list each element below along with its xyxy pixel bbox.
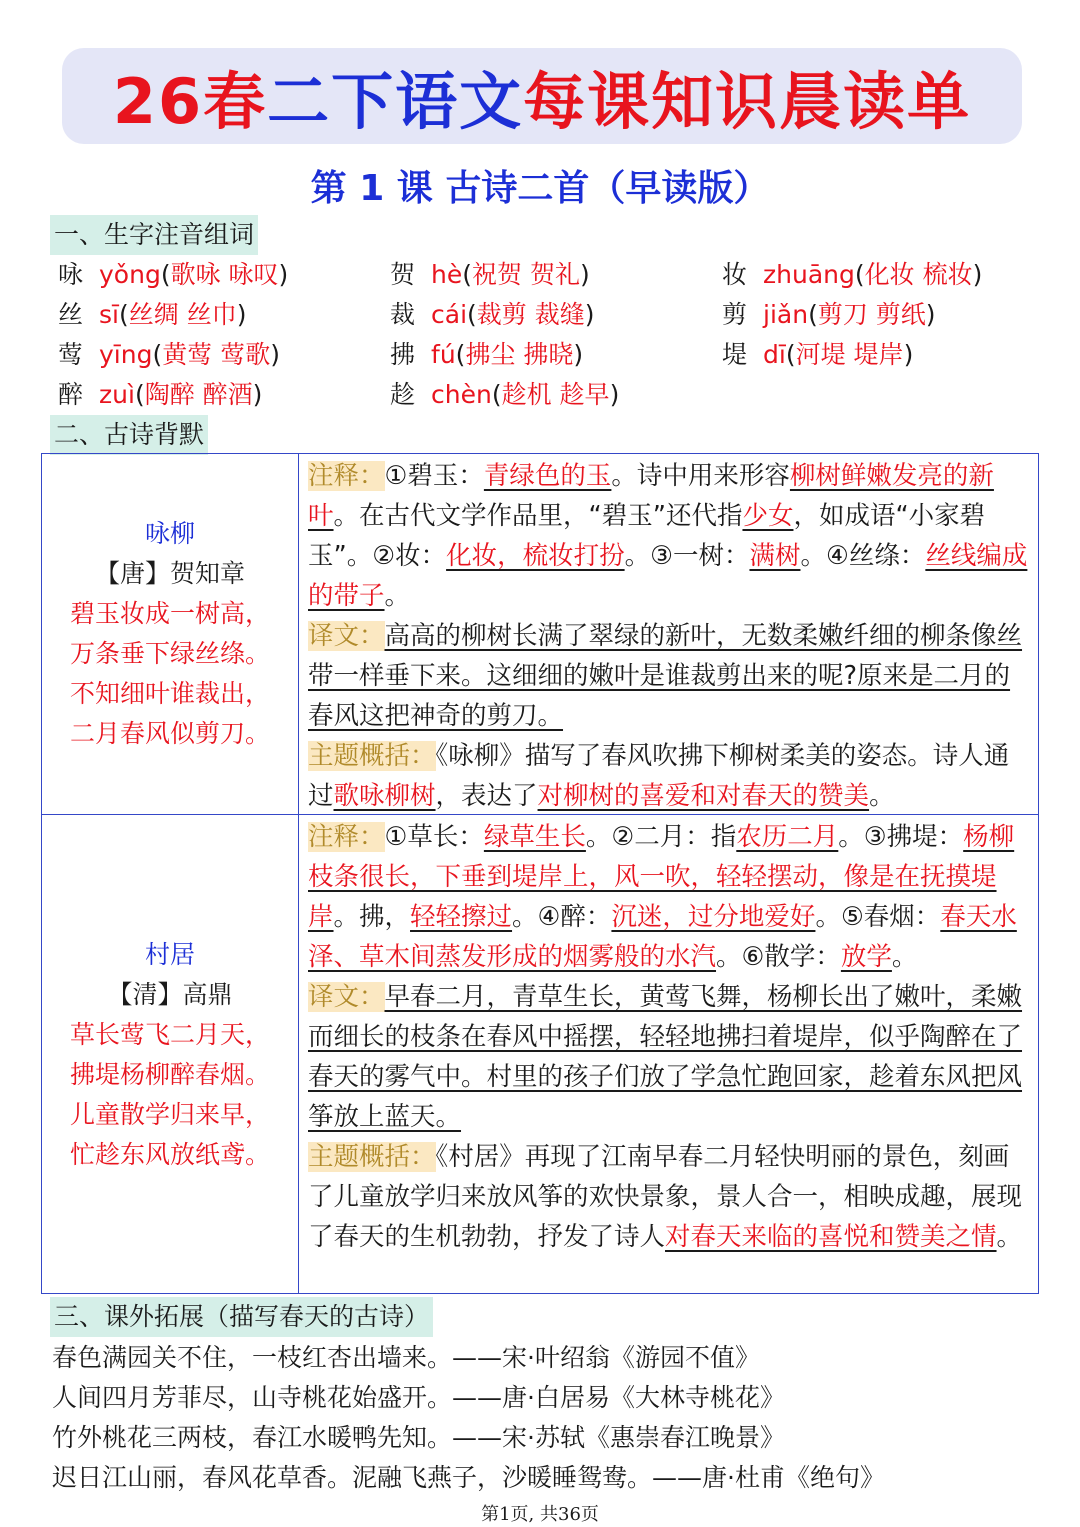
vocab-row (58, 376, 1058, 414)
vocab-char: 拂 (390, 340, 416, 369)
poem1-title: 咏柳 (144, 519, 195, 548)
vocab-char: 醉 (58, 380, 84, 409)
vocab-item: 拂 fú(拂尘 拂晓) (390, 340, 584, 369)
vocab-char: 丝 (58, 300, 84, 329)
vocab-words: 陶醉 醉酒 (144, 380, 253, 409)
page-number: 第1页, 共36页 (481, 1504, 599, 1525)
vocab-char: 贺 (390, 260, 416, 289)
vocab-item: 裁 cái(裁剪 裁缝) (390, 300, 595, 329)
notes-label: 注释： (308, 822, 385, 852)
vocab-words: 化妆 梳妆 (864, 260, 973, 289)
vocab-item: 妆 zhuāng(化妆 梳妆) (722, 260, 983, 289)
vocab-char: 裁 (390, 300, 416, 329)
poem1-notes: 注释：①碧玉：青绿色的玉。诗中用来形容柳树鲜嫩发亮的新叶。在古代文学作品里，“碧玉”还代指少女，如成语“小家碧玉”。②妆：化妆，梳妆打扮。③一树：满树。④丝绦：丝线编成的带子。 (308, 461, 1028, 611)
vocab-item: 剪 jiǎn(剪刀 剪纸) (722, 300, 936, 329)
vocab-words: 剪刀 剪纸 (817, 300, 926, 329)
extension-line: 竹外桃花三两枝，春江水暖鸭先知。——宋·苏轼《惠崇春江晚景》 (52, 1423, 785, 1452)
banner-part2: 二下语文 (267, 64, 524, 138)
vocab-words: 丝绸 丝巾 (128, 300, 237, 329)
vocab-item: 丝 sī(丝绸 丝巾) (58, 300, 247, 329)
banner-part1: 26春 (112, 64, 268, 138)
poem1-author: 【唐】贺知章 (94, 559, 245, 588)
vocab-char: 莺 (58, 340, 84, 369)
vocab-char: 堤 (722, 340, 748, 369)
poem2-text-cell (42, 815, 299, 1293)
extension-line: 迟日江山丽，春风花草香。泥融飞燕子，沙暖睡鸳鸯。——唐·杜甫《绝句》 (52, 1463, 885, 1492)
poem1-text-cell (42, 454, 299, 814)
vocab-words: 祝贺 贺礼 (472, 260, 580, 289)
vocab-pinyin: zhuāng (763, 260, 855, 289)
poem1-theme: 主题概括：《咏柳》描写了春风吹拂下柳树柔美的姿态。诗人通过歌咏柳树，表达了对柳树的喜爱和对春天的赞美。 (308, 741, 1010, 811)
vocab-pinyin: zuì (99, 380, 135, 409)
theme-label: 主题概括： (308, 1142, 436, 1172)
section1-heading: 一、生字注音组词 (50, 215, 258, 255)
vocab-pinyin: chèn (431, 380, 492, 409)
vocab-row (58, 256, 1058, 294)
vocab-row (58, 336, 1058, 374)
vocab-pinyin: fú (431, 340, 456, 369)
translation-label: 译文： (308, 982, 385, 1012)
vocab-pinyin: hè (431, 260, 463, 289)
poem2-line: 草长莺飞二月天， (69, 1020, 270, 1049)
poem1-notes-cell (300, 454, 1038, 814)
extension-line: 春色满园关不住，一枝红杏出墙来。——宋·叶绍翁《游园不值》 (52, 1343, 760, 1372)
poem1-line: 碧玉妆成一树高， (69, 599, 270, 628)
vocab-words: 河堤 堤岸 (795, 340, 904, 369)
banner (62, 48, 1022, 144)
poem2-notes-cell (300, 815, 1038, 1293)
vocab-pinyin: jiǎn (763, 300, 809, 329)
poem2-author: 【清】高鼎 (107, 980, 233, 1009)
vocab-item: 莺 yīng(黄莺 莺歌) (58, 340, 280, 369)
lesson-title: 第 1 课 古诗二首（早读版） (310, 168, 770, 209)
poem2-theme: 主题概括：《村居》再现了江南早春二月轻快明丽的景色，刻画了儿童放学归来放风筝的欢快景象，景人合一，相映成趣，展现了春天的生机勃勃，抒发了诗人对春天来临的喜悦和赞美之情。 (308, 1142, 1023, 1252)
poem2-title: 村居 (144, 940, 195, 969)
poem1-line: 不知细叶谁裁出， (69, 679, 270, 708)
translation-label: 译文： (308, 621, 385, 651)
poem2-notes: 注释：①草长：绿草生长。②二月：指农历二月。③拂堤：杨柳枝条很长，下垂到堤岸上，风一吹，轻轻摆动，像是在抚摸堤岸。拂，轻轻擦过。④醉：沉迷，过分地爱好。⑤春烟：春天水泽、草木间蒸发形成的烟雾般的水汽。⑥散学：放学。 (308, 822, 1017, 972)
vocab-item: 咏 yǒng(歌咏 咏叹) (58, 260, 289, 289)
vocab-item: 趁 chèn(趁机 趁早) (390, 380, 620, 409)
poem2-line: 儿童散学归来早， (69, 1100, 270, 1129)
vocab-char: 趁 (390, 380, 416, 409)
vocab-item: 醉 zuì(陶醉 醉酒) (58, 380, 263, 409)
vocab-char: 剪 (722, 300, 748, 329)
vocab-words: 黄莺 莺歌 (162, 340, 271, 369)
vocab-words: 趁机 趁早 (501, 380, 610, 409)
extension-line: 人间四月芳菲尽，山寺桃花始盛开。——唐·白居易《大林寺桃花》 (52, 1383, 785, 1412)
vocab-item: 堤 dī(河堤 堤岸) (722, 340, 914, 369)
vocab-words: 歌咏 咏叹 (170, 260, 279, 289)
poem1-line: 二月春风似剪刀。 (69, 719, 270, 748)
vocab-words: 裁剪 裁缝 (476, 300, 585, 329)
vocab-char: 妆 (722, 260, 748, 289)
section2-heading: 二、古诗背默 (50, 415, 208, 455)
vocab-words: 拂尘 拂晓 (465, 340, 574, 369)
poem1-line: 万条垂下绿丝绦。 (69, 639, 270, 668)
poem2-line: 拂堤杨柳醉春烟。 (69, 1060, 270, 1089)
section3-heading: 三、课外拓展（描写春天的古诗） (50, 1297, 433, 1337)
vocab-pinyin: sī (99, 300, 119, 329)
vocab-item: 贺 hè(祝贺 贺礼) (390, 260, 590, 289)
vocab-pinyin: cái (431, 300, 468, 329)
vocab-pinyin: yǒng (99, 260, 161, 289)
banner-part3: 每课知识晨读单 (523, 64, 972, 138)
poem2-translation: 译文：早春二月，青草生长，黄莺飞舞，杨柳长出了嫩叶，柔嫩而细长的枝条在春风中摇摆，轻轻地拂扫着堤岸，似乎陶醉在了春天的雾气中。村里的孩子们放了学急忙跑回家，趁着东风把风筝放上蓝天。 (308, 982, 1023, 1132)
poem-table (41, 453, 1039, 1294)
poem2-line: 忙趁东风放纸鸢。 (69, 1140, 270, 1169)
vocab-pinyin: yīng (99, 340, 153, 369)
notes-label: 注释： (308, 461, 385, 491)
theme-label: 主题概括： (308, 741, 436, 771)
vocab-char: 咏 (58, 260, 84, 289)
vocab-row (58, 296, 1058, 334)
poem1-translation: 译文：高高的柳树长满了翠绿的新叶，无数柔嫩纤细的柳条像丝带一样垂下来。这细细的嫩叶是谁裁剪出来的呢?原来是二月的春风这把神奇的剪刀。 (308, 621, 1023, 731)
vocab-pinyin: dī (763, 340, 786, 369)
